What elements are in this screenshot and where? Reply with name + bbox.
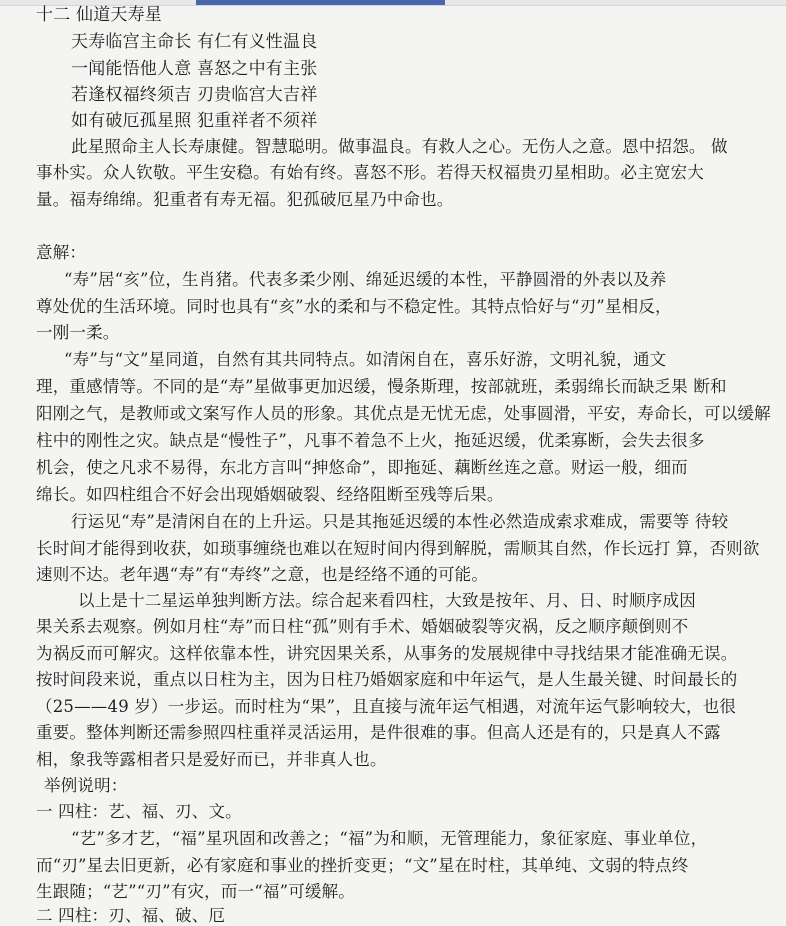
chapter-title: 十二 仙道天寿星 (36, 5, 163, 25)
body-line: 以上是十二星运单独判断方法。综合起来看四柱，大致是按年、月、日、时顺序成因 (78, 591, 696, 610)
verse-line: 若逢权福终须吉 刃贵临宫大吉祥 (71, 85, 318, 105)
body-line: 长时间才能得到收获，如琐事缠绕也难以在短时间内得到解脱，需顺其自然，作长远打 算，否则欲 (36, 539, 760, 558)
body-line: 为祸反而可解灾。这样依靠本性，讲究因果关系，从事务的发展规律中寻找结果才能准确无误。 (36, 644, 738, 663)
body-line: 柱中的刚性之灾。缺点是“慢性子”，凡事不着急不上火，拖延迟缓，优柔寡断，会失去很多 (36, 431, 705, 450)
intro-line: 此星照命主人长寿康健。智慧聪明。做事温良。有救人之心。无伤人之意。恩中招怨。 做 (71, 137, 728, 156)
body-line: “寿”与“文”星同道，自然有其共同特点。如清闲自在，喜乐好游，文明礼貌，通文 (64, 350, 667, 369)
body-line: 按时间段来说，重点以日柱为主，因为日柱乃婚姻家庭和中年运气，是人生最关键、时间最长的 (36, 670, 738, 689)
body-line: 一刚一柔。 (36, 323, 120, 342)
example-heading: 举例说明： (44, 776, 128, 795)
body-line: 机会，使之凡求不易得，东北方言叫“抻悠命”，即拖延、藕断丝连之意。财运一般，细而 (36, 458, 688, 477)
body-line: 重要。整体判断还需参照四柱重祥灵活运用，是件很难的事。但高人还是有的，只是真人不露 (36, 723, 721, 742)
section-heading: 意解： (36, 243, 87, 262)
body-line: 相，象我等露相者只是爱好而已，并非真人也。 (36, 750, 387, 769)
intro-line: 量。福寿绵绵。犯重者有寿无福。犯孤破厄星乃中命也。 (36, 190, 454, 209)
scroll-indicator-bar (196, 0, 445, 5)
body-line: “寿”居“亥”位，生肖猪。代表多柔少刚、绵延迟缓的本性，平静圆滑的外表以及养 (64, 270, 667, 289)
example-line: “艺”多才艺，“福”星巩固和改善之；“福”为和顺，无管理能力，象征家庭、事业单位， (71, 829, 708, 848)
body-line: 速则不达。老年遇“寿”有“寿终”之意，也是经络不通的可能。 (36, 565, 489, 584)
example-2-label: 二 四柱：刃、福、破、厄 (36, 906, 226, 925)
body-line: 绵长。如四柱组合不好会出现婚姻破裂、经络阻断至残等后果。 (36, 485, 504, 504)
example-line: 而“刃”星去旧更新，必有家庭和事业的挫折变更；“文”星在时柱，其单纯、文弱的特点终 (36, 856, 689, 875)
body-line: 尊处优的生活环境。同时也具有“亥”水的柔和与不稳定性。其特点恰好与“刃”星相反， (36, 297, 672, 316)
example-1-label: 一 四柱：艺、福、刃、文。 (36, 802, 242, 821)
example-line: 生跟随；“艺”“刃”有灾，而一“福”可缓解。 (36, 882, 356, 901)
intro-line: 事朴实。众人钦敬。平生安稳。有始有终。喜怒不形。若得天权福贵刃星相助。必主宽宏大 (36, 163, 704, 182)
body-line: （25——49 岁）一步运。而时柱为“果”，且直接与流年运气相遇，对流年运气影响较大，也很 (36, 697, 737, 716)
verse-line: 一闻能悟他人意 喜怒之中有主张 (71, 59, 318, 79)
verse-line: 天寿临宫主命长 有仁有义性温良 (71, 32, 318, 52)
body-line: 阳刚之气，是教师或文案写作人员的形象。其优点是无忧无虑，处事圆滑，平安，寿命长，可以缓解 (36, 404, 771, 423)
body-line: 行运见“寿”是清闲自在的上升运。只是其拖延迟缓的本性必然造成索求难成，需要等 待较 (71, 512, 729, 531)
verse-line: 如有破厄孤星照 犯重祥者不须祥 (71, 111, 318, 131)
body-line: 理，重感情等。不同的是“寿”星做事更加迟缓，慢条斯理，按部就班，柔弱绵长而缺乏果 断和 (36, 377, 727, 396)
body-line: 果关系去观察。例如月柱“寿”而日柱“孤”则有手术、婚姻破裂等灾祸，反之顺序颠倒则不 (36, 617, 689, 636)
